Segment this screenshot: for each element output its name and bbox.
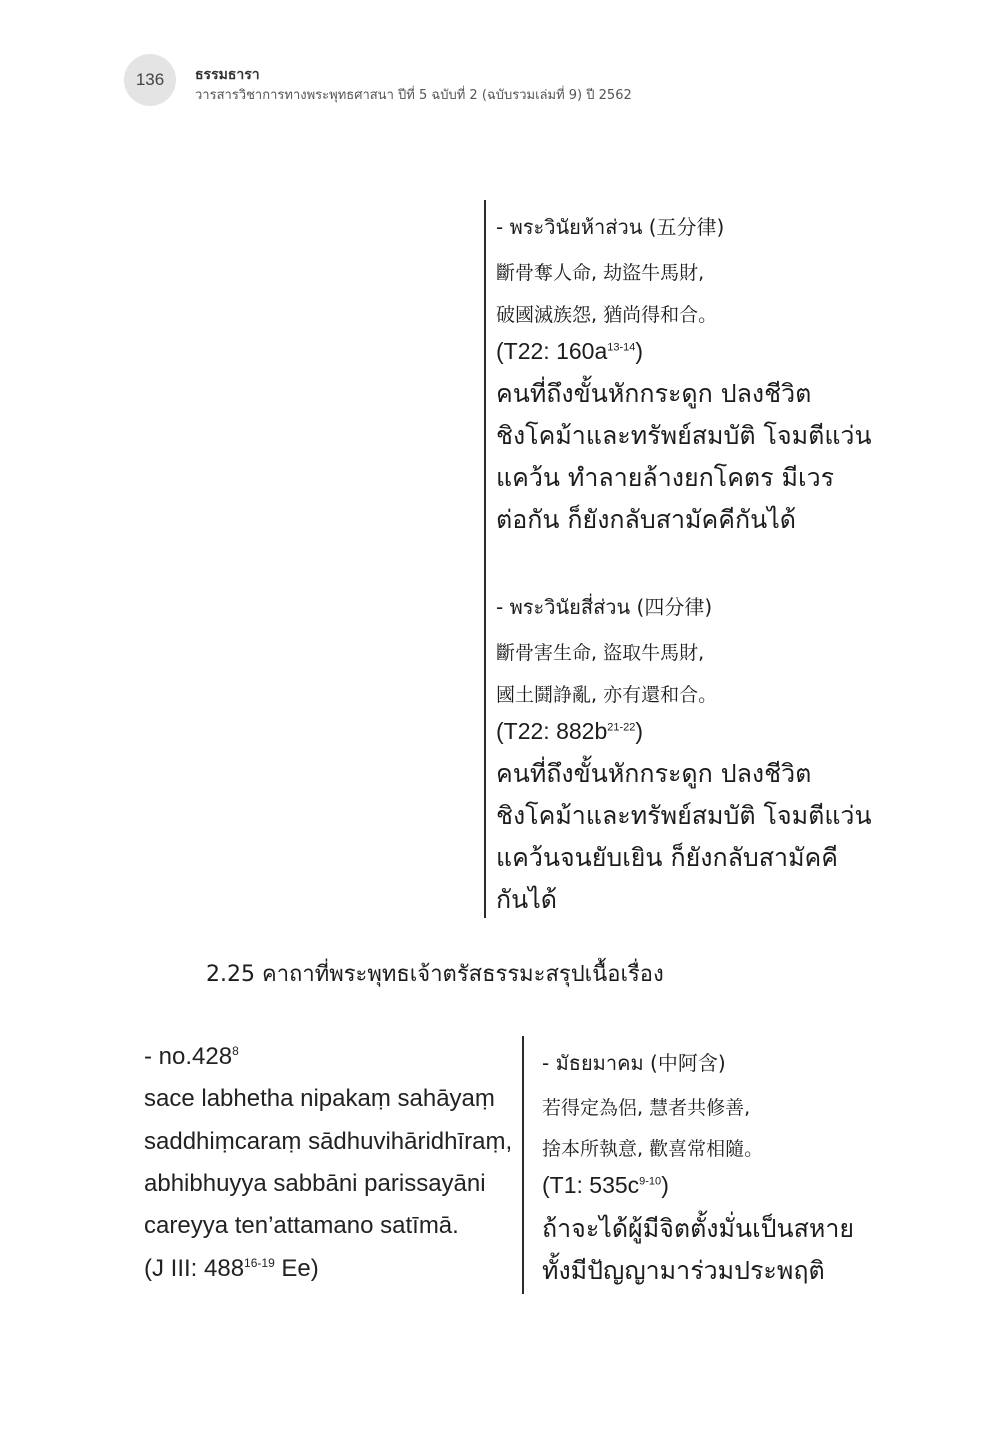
- reference-text: (T1: 535c: [542, 1172, 640, 1198]
- five-part-thai-line-1: คนที่ถึงขั้นหักกระดูก ปลงชีวิต: [496, 379, 812, 408]
- reference-superscript: 9-10: [639, 1175, 662, 1188]
- four-part-thai-line-2: ชิงโคม้าและทรัพย์สมบัติ โจมตีแว่น: [496, 801, 872, 830]
- journal-title: ธรรมธารา: [195, 67, 260, 83]
- section-heading: 2.25 คาถาที่พระพุทธเจ้าตรัสธรรมะสรุปเนื้อเรื่อง: [206, 962, 664, 987]
- five-part-thai-line-3: แคว้น ทำลายล้างยกโคตร มีเวร: [496, 463, 835, 492]
- pali-line-4: careyya ten’attamano satīmā.: [144, 1212, 459, 1239]
- madhyama-thai-line-1: ถ้าจะได้ผู้มีจิตตั้งมั่นเป็นสหาย: [542, 1214, 855, 1243]
- column-divider-top: [484, 200, 486, 918]
- pali-title-footnote: 8: [232, 1044, 239, 1058]
- madhyama-chinese-line-2: 捨本所執意, 歡喜常相隨。: [542, 1138, 764, 1160]
- column-divider-bottom: [522, 1036, 524, 1294]
- five-part-thai-line-2: ชิงโคม้าและทรัพย์สมบัติ โจมตีแว่น: [496, 421, 872, 450]
- reference-text: (J III: 488: [144, 1255, 245, 1282]
- reference-superscript: 13-14: [607, 341, 636, 354]
- five-part-reference: [496, 338, 643, 365]
- four-part-thai-line-1: คนที่ถึงขั้นหักกระดูก ปลงชีวิต: [496, 759, 812, 788]
- pali-line-1: sace labhetha nipakaṃ sahāyaṃ: [144, 1085, 495, 1112]
- five-part-thai-line-4: ต่อกัน ก็ยังกลับสามัคคีกันได้: [496, 505, 796, 534]
- reference-superscript: 21-22: [607, 721, 636, 734]
- pali-line-3: abhibhuyya sabbāni parissayāni: [144, 1170, 486, 1197]
- four-part-vinaya-title: - พระวินัยสี่ส่วน (四分律): [496, 595, 713, 619]
- reference-close: ): [635, 718, 644, 744]
- reference-close: ): [661, 1172, 669, 1198]
- four-part-thai-line-4: กันได้: [496, 885, 558, 914]
- madhyama-thai-line-2: ทั้งมีปัญญามาร่วมประพฤติ: [542, 1256, 825, 1285]
- four-part-chinese-line-2: 國土鬪諍亂, 亦有還和合。: [496, 684, 718, 706]
- four-part-chinese-line-1: 斷骨害生命, 盜取牛馬財,: [496, 642, 705, 664]
- page-number: 136: [124, 54, 176, 106]
- reference-text: (T22: 882b: [496, 718, 608, 744]
- four-part-reference: [496, 718, 643, 745]
- pali-verse-title: [144, 1043, 239, 1071]
- journal-subtitle: วารสารวิชาการทางพระพุทธศาสนา ปีที่ 5 ฉบับที่ 2 (ฉบับรวมเล่มที่ 9) ปี 2562: [195, 88, 632, 103]
- pali-line-2: saddhiṃcaraṃ sādhuvihāridhīraṃ,: [144, 1128, 513, 1155]
- madhyama-agama-title: - มัธยมาคม (中阿含): [542, 1051, 726, 1075]
- pali-reference: [144, 1255, 319, 1283]
- pali-title-text: - no.428: [144, 1043, 233, 1070]
- reference-text: (T22: 160a: [496, 338, 608, 364]
- reference-close: ): [635, 338, 644, 364]
- five-part-chinese-line-2: 破國滅族怨, 猶尚得和合。: [496, 304, 718, 326]
- madhyama-reference: [542, 1172, 669, 1199]
- five-part-vinaya-title: - พระวินัยห้าส่วน (五分律): [496, 215, 725, 239]
- reference-superscript: 16-19: [244, 1256, 275, 1270]
- five-part-chinese-line-1: 斷骨奪人命, 劫盜牛馬財,: [496, 262, 705, 284]
- reference-close: Ee): [274, 1255, 319, 1282]
- four-part-thai-line-3: แคว้นจนยับเยิน ก็ยังกลับสามัคคี: [496, 843, 838, 872]
- madhyama-chinese-line-1: 若得定為侶, 慧者共修善,: [542, 1097, 751, 1119]
